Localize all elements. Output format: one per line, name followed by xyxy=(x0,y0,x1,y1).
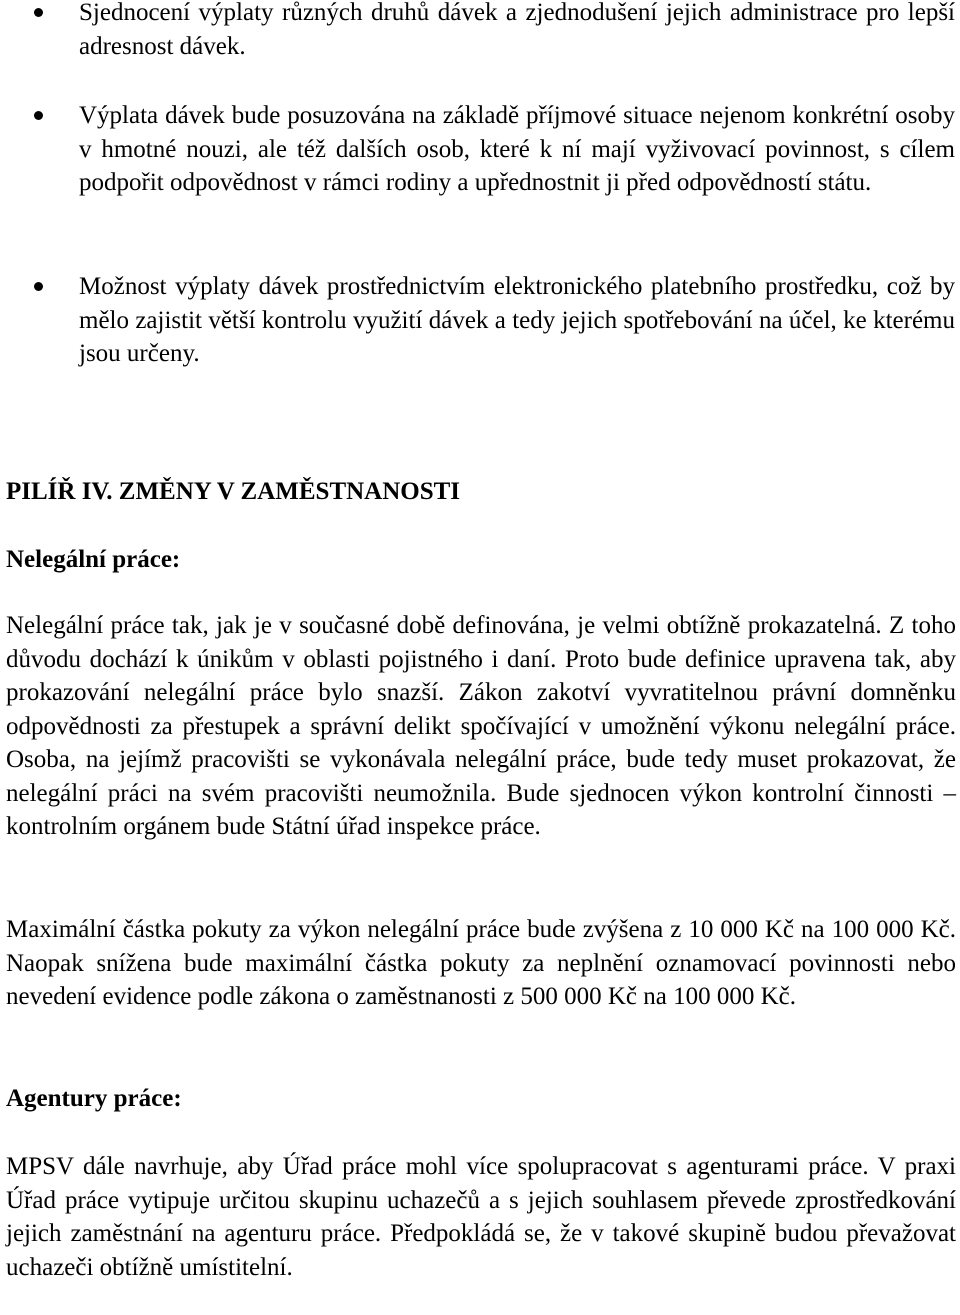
pokuty-paragraph: Maximální částka pokuty za výkon nelegální práce bude zvýšena z 10 000 Kč na 100 000 Kč. Naopak snížena bude maximální částka pokuty za neplnění oznamovací povinnosti nebo nevedení evidence podle zákona o zaměstnanosti z 500 000 Kč na 100 000 Kč. xyxy=(6,916,956,1010)
agentury-prace-paragraph: MPSV dále navrhuje, aby Úřad práce mohl více spolupracovat s agenturami práce. V praxi Úřad práce vytipuje určitou skupinu uchazečů a s jejich souhlasem převede zprostředkování jejich zaměstnání na agenturu práce. Předpokládá se, že v takové skupině budou převažovat uchazeči obtížně umístitelní. xyxy=(6,1153,956,1281)
bullet-dot-icon xyxy=(34,8,43,17)
bullet-text: Sjednocení výplaty různých druhů dávek a zjednodušení jejich administrace pro lepší adresnost dávek. xyxy=(79,0,955,60)
bullet-dot-icon xyxy=(34,282,43,291)
agentury-prace-heading: Agentury práce: xyxy=(6,1085,182,1112)
nelegalni-prace-heading: Nelegální práce: xyxy=(6,546,181,573)
nelegalni-prace-paragraph: Nelegální práce tak, jak je v současné době definována, je velmi obtížně prokazatelná. Z toho důvodu dochází k únikům v oblasti pojistného i daní. Proto bude definice upravena tak, aby prokazování nelegální práce bylo snazší. Zákon zakotví vyvratitelnou právní domněnku odpovědnosti za přestupek a správní delikt spočívající v umožnění výkonu nelegální práce. Osoba, na jejímž pracovišti se vykonávala nelegální práce, bude tedy muset prokazovat, že nelegální práci na svém pracovišti neumožnila. Bude sjednocen výkon kontrolní činnosti – kontrolním orgánem bude Státní úřad inspekce práce. xyxy=(6,612,956,840)
bullet-dot-icon xyxy=(34,111,43,120)
bullet-text: Možnost výplaty dávek prostřednictvím elektronického platebního prostředku, což by mělo zajistit větší kontrolu využití dávek a tedy jejich spotřebování na účel, ke kterému jsou určeny. xyxy=(79,273,955,367)
section-title: PILÍŘ IV. ZMĚNY V ZAMĚSTNANOSTI xyxy=(6,478,461,505)
bullet-text: Výplata dávek bude posuzována na základě příjmové situace nejenom konkrétní osoby v hmotné nouzi, ale též dalších osob, které k ní mají vyživovací povinnost, s cílem podpořit odpovědnost v rámci rodiny a upřednostnit ji před odpovědností státu. xyxy=(79,102,955,196)
